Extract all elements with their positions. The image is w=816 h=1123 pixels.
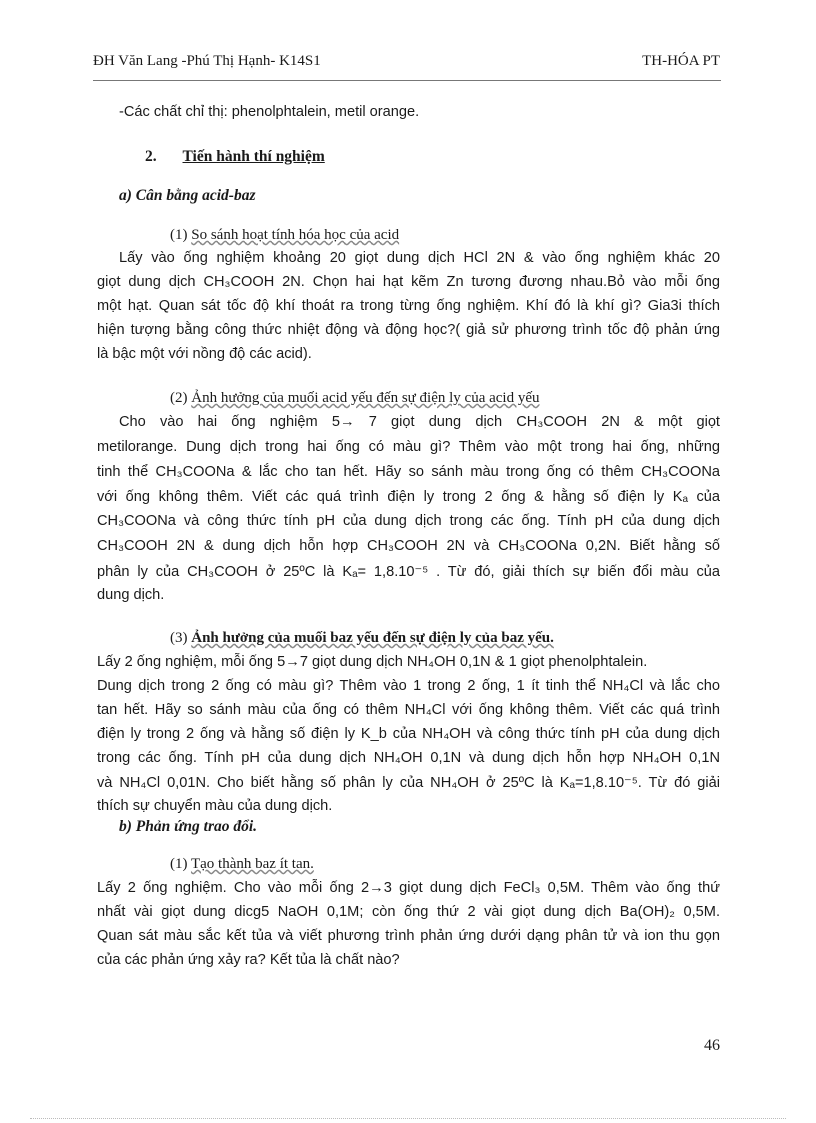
header-rule: [93, 80, 721, 81]
exp1-number: (1): [170, 227, 188, 243]
exp3-line: thích sự chuyển màu của dung dịch.: [97, 798, 333, 814]
exp2-line: metilorange. Dung dịch trong hai ống có màu gì? Thêm vào một trong hai ống, những: [97, 439, 720, 455]
exp2-heading: [170, 390, 540, 407]
exp2-line: Cho vào hai ống nghiệm 5→ 7 giọt dung dịch CH₃COOH 2N & một giọt: [119, 414, 720, 430]
section-title: Tiến hành thí nghiệm: [182, 148, 325, 165]
exp3-number: (3): [170, 630, 188, 646]
exp4-number: (1): [170, 856, 188, 872]
exp2-title: Ảnh hưởng của muối acid yếu đến sự điện ly của acid yếu: [191, 390, 540, 406]
exp3-title: Ảnh hưởng của muối baz yếu đến sự điện ly của baz yếu.: [191, 630, 554, 646]
page-header-left: ĐH Văn Lang -Phú Thị Hạnh- K14S1: [93, 53, 321, 69]
exp3-line: và NH₄Cl 0,01N. Cho biết hằng số phân ly của NH₄OH ở 25ºC là Kₐ=1,8.10⁻⁵. Từ đó giải: [97, 775, 720, 791]
exp1-line: Lấy vào ống nghiệm khoảng 20 giọt dung dịch HCl 2N & vào ống nghiệm khác 20: [119, 250, 720, 266]
exp2-line: CH₃COOH 2N & dung dịch hỗn hợp CH₃COOH 2N và CH₃COONa 0,2N. Biết hằng số: [97, 538, 720, 554]
exp4-line: Lấy 2 ống nghiệm. Cho vào mỗi ống 2→3 giọt dung dịch FeCl₃ 0,5M. Thêm vào ống thứ: [97, 880, 720, 896]
section-number: 2.: [145, 148, 157, 165]
indicator-line: -Các chất chỉ thị: phenolphtalein, metil orange.: [119, 104, 420, 120]
exp3-line: Lấy 2 ống nghiệm, mỗi ống 5→7 giọt dung dịch NH₄OH 0,1N & 1 giọt phenolphtalein.: [97, 654, 648, 670]
exp2-line: phân ly của CH₃COOH ở 25ºC là Kₐ= 1,8.10⁻⁵ . Từ đó, giải thích sự biến đổi màu của: [97, 564, 720, 580]
exp2-line: CH₃COONa và công thức tính pH của dung dịch trong các ống. Tính pH của dung dịch: [97, 513, 720, 529]
exp1-line: một hạt. Quan sát tốc độ khí thoát ra trong từng ống nghiệm. Khí đó là khí gì? Gia3i thích: [97, 298, 720, 314]
exp1-line: giọt dung dịch CH₃COOH 2N. Chọn hai hạt kẽm Zn tương đương nhau.Bỏ vào mỗi ống: [97, 274, 720, 290]
exp3-line: điện ly trong 2 ống và hằng số điện ly K_b của NH₄OH và công thức tính pH của dung dịch: [97, 726, 720, 742]
part-b-heading: b) Phản ứng trao đổi.: [119, 818, 258, 835]
exp4-line: của các phản ứng xảy ra? Kết tủa là chất nào?: [97, 952, 400, 968]
page-header-right: TH-HÓA PT: [642, 53, 720, 69]
exp4-line: Quan sát màu sắc kết tủa và viết phương trình phản ứng dưới dạng phân tử và ion thu gọn: [97, 928, 720, 944]
page-bottom-dots: [30, 1118, 786, 1119]
exp3-line: Dung dịch trong 2 ống có màu gì? Thêm vào 1 trong 2 ống, 1 ít tinh thể NH₄Cl và lắc cho: [97, 678, 720, 694]
exp2-line: dung dịch.: [97, 587, 165, 603]
part-a-heading: a) Cân bằng acid-baz: [119, 187, 256, 204]
exp2-line: với ống không thêm. Viết các quá trình điện ly trong 2 ống & hằng số điện ly Kₐ của: [97, 489, 720, 505]
page-number: 46: [704, 1037, 720, 1054]
exp4-title: Tạo thành baz ít tan.: [190, 856, 314, 872]
section-heading: [145, 148, 325, 166]
exp3-line: tan hết. Hãy so sánh màu của ống có thêm NH₄Cl với ống không thêm. Viết các quá trình: [97, 702, 720, 718]
exp2-line: tinh thể CH₃COONa & lắc cho tan hết. Hãy so sánh màu trong ống có thêm CH₃COONa: [97, 464, 720, 480]
exp3-line: trong các ống. Tính pH của dung dịch NH₄OH 0,1N và dung dịch hỗn hợp NH₄OH 0,1N: [97, 750, 720, 766]
exp1-line: là bậc một với nồng độ các acid).: [97, 346, 312, 362]
exp4-line: nhất vài giọt dung dicg5 NaOH 0,1M; còn ống thứ 2 vài giọt dung dịch Ba(OH)₂ 0,5M.: [97, 904, 720, 920]
exp4-heading: [170, 856, 314, 873]
exp1-title: So sánh hoạt tính hóa học của acid: [191, 227, 400, 243]
exp3-heading: [170, 630, 554, 647]
exp2-number: (2): [170, 390, 188, 406]
exp1-line: hiện tượng bằng công thức nhiệt động và động học?( giả sử phương trình tốc độ phản ứng: [97, 322, 720, 338]
exp1-heading: [170, 227, 399, 244]
